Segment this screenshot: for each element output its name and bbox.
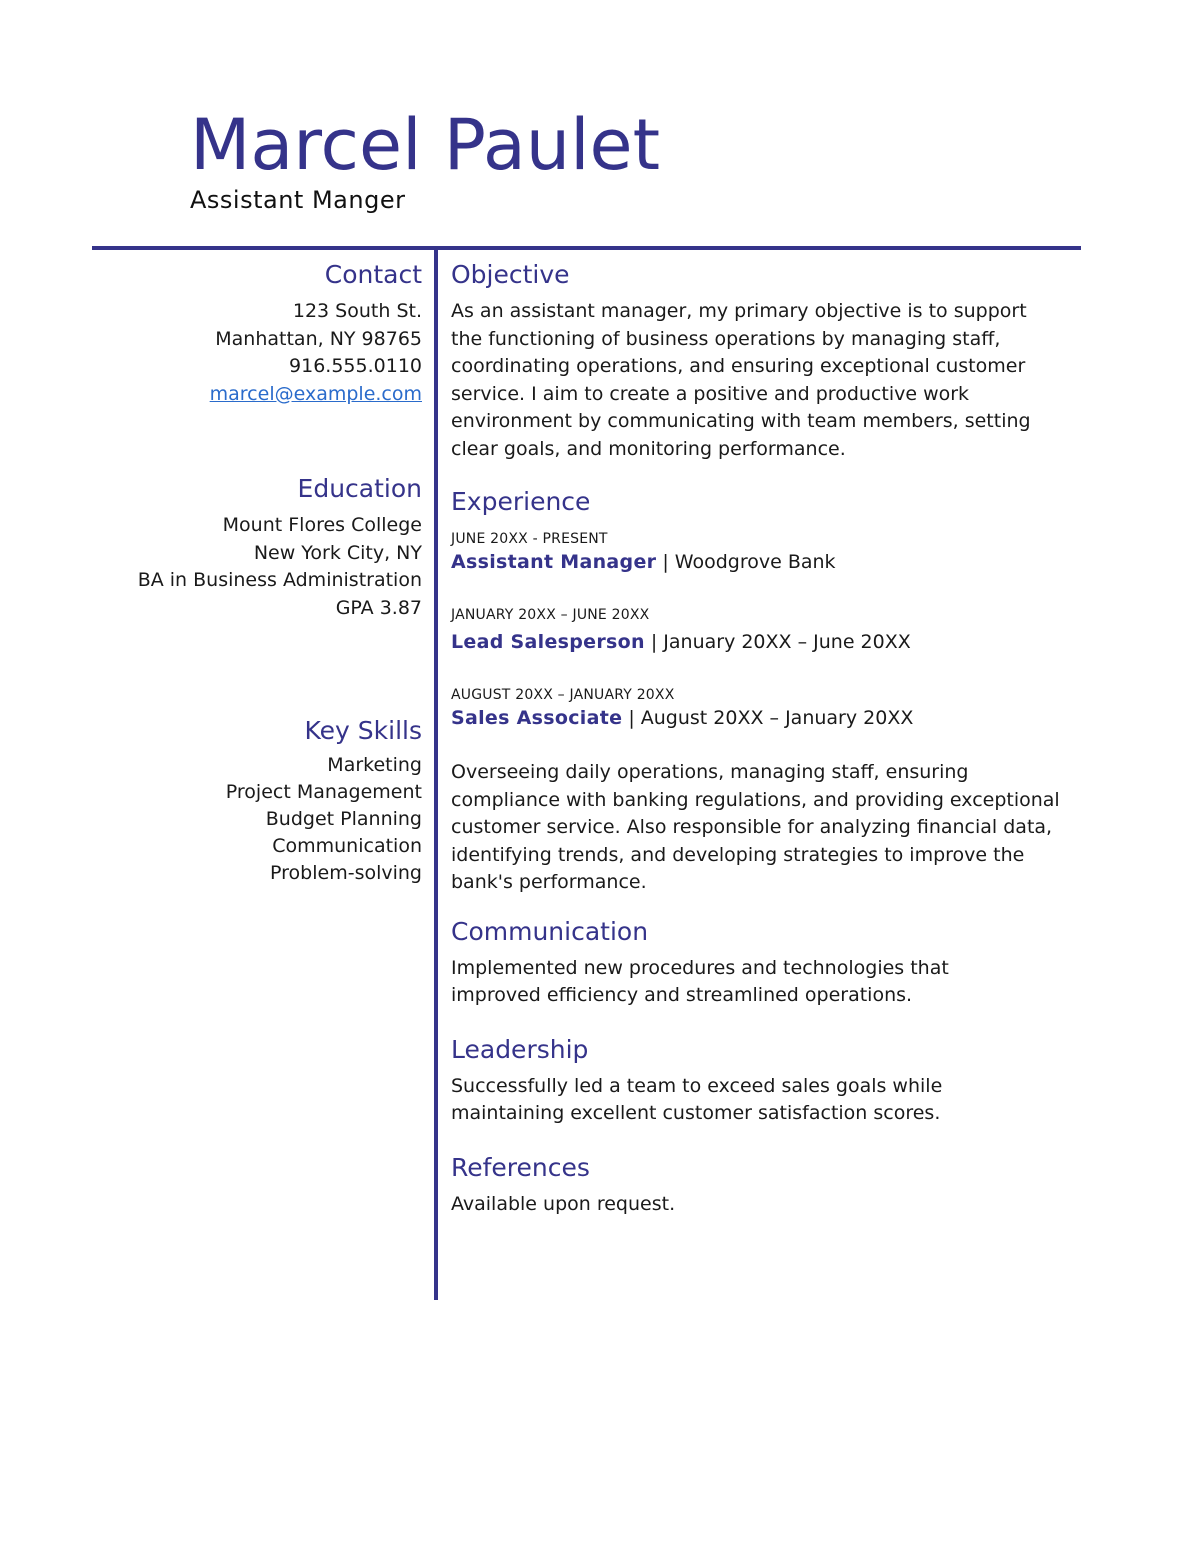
experience-heading: Experience	[451, 487, 591, 516]
vertical-divider	[434, 250, 438, 1300]
job-detail: | January 20XX – June 20XX	[644, 631, 911, 653]
job-detail: | Woodgrove Bank	[656, 551, 836, 573]
skill-item: Problem-solving	[270, 862, 422, 884]
job-entry	[451, 529, 1081, 575]
skill-item: Project Management	[225, 781, 422, 803]
job-dates: JUNE 20XX - PRESENT	[451, 531, 608, 547]
gpa: GPA 3.87	[335, 596, 422, 619]
resume-name: Marcel Paulet	[190, 104, 661, 186]
experience-section	[451, 483, 1081, 897]
references-section	[451, 1149, 1081, 1219]
skills-heading: Key Skills	[304, 716, 422, 745]
leadership-section	[451, 1031, 1081, 1128]
job-dates: AUGUST 20XX – JANUARY 20XX	[451, 687, 675, 703]
phone-number: 916.555.0110	[289, 355, 422, 377]
leadership-text: Successfully led a team to exceed sales goals while maintaining excellent customer satisfaction scores.	[451, 1074, 943, 1124]
right-column	[451, 256, 1081, 1218]
skill-item: Marketing	[327, 754, 422, 776]
school-location: New York City, NY	[253, 541, 422, 564]
communication-section	[451, 913, 1081, 1010]
communication-text: Implemented new procedures and technologies that improved efficiency and streamlined operations.	[451, 956, 949, 1006]
degree: BA in Business Administration	[137, 569, 422, 591]
objective-text: As an assistant manager, my primary objective is to support the functioning of business operations by managing staff, coordinating operations, and ensuring exceptional customer service. I aim to create a positive and productive work environment by communicating with team members, setting clear goals, and monitoring performance.	[451, 300, 1031, 460]
job-dates: JANUARY 20XX – JUNE 20XX	[451, 607, 650, 623]
contact-heading: Contact	[324, 260, 422, 289]
skill-item: Communication	[272, 835, 422, 857]
job-title: Assistant Manager	[451, 551, 657, 573]
communication-heading: Communication	[451, 916, 649, 946]
references-heading: References	[451, 1152, 590, 1182]
leadership-heading: Leadership	[451, 1034, 589, 1064]
email-link[interactable]: marcel@example.com	[209, 382, 422, 405]
job-title-subtitle: Assistant Manger	[190, 186, 406, 214]
education-section	[92, 470, 422, 622]
address-line-1: 123 South St.	[292, 300, 422, 322]
job-entry	[451, 685, 1081, 731]
job-title: Sales Associate	[451, 707, 623, 729]
experience-description: Overseeing daily operations, managing staff, ensuring compliance with banking regulations, and providing exceptional customer service. Also responsible for analyzing financial data, identifying trends, and developing strategies to improve the bank's performance.	[451, 761, 1060, 893]
address-line-2: Manhattan, NY 98765	[215, 327, 422, 350]
skill-item: Budget Planning	[265, 808, 422, 830]
job-title: Lead Salesperson	[451, 631, 645, 653]
objective-section	[451, 256, 1081, 463]
references-text: Available upon request.	[451, 1192, 676, 1215]
education-heading: Education	[297, 474, 422, 503]
job-entry	[451, 605, 1081, 655]
left-column	[92, 256, 422, 887]
objective-heading: Objective	[451, 260, 570, 289]
contact-section	[92, 256, 422, 408]
job-detail: | August 20XX – January 20XX	[622, 707, 914, 729]
horizontal-divider	[92, 246, 1081, 250]
skills-section	[92, 712, 422, 887]
school-name: Mount Flores College	[222, 514, 422, 536]
